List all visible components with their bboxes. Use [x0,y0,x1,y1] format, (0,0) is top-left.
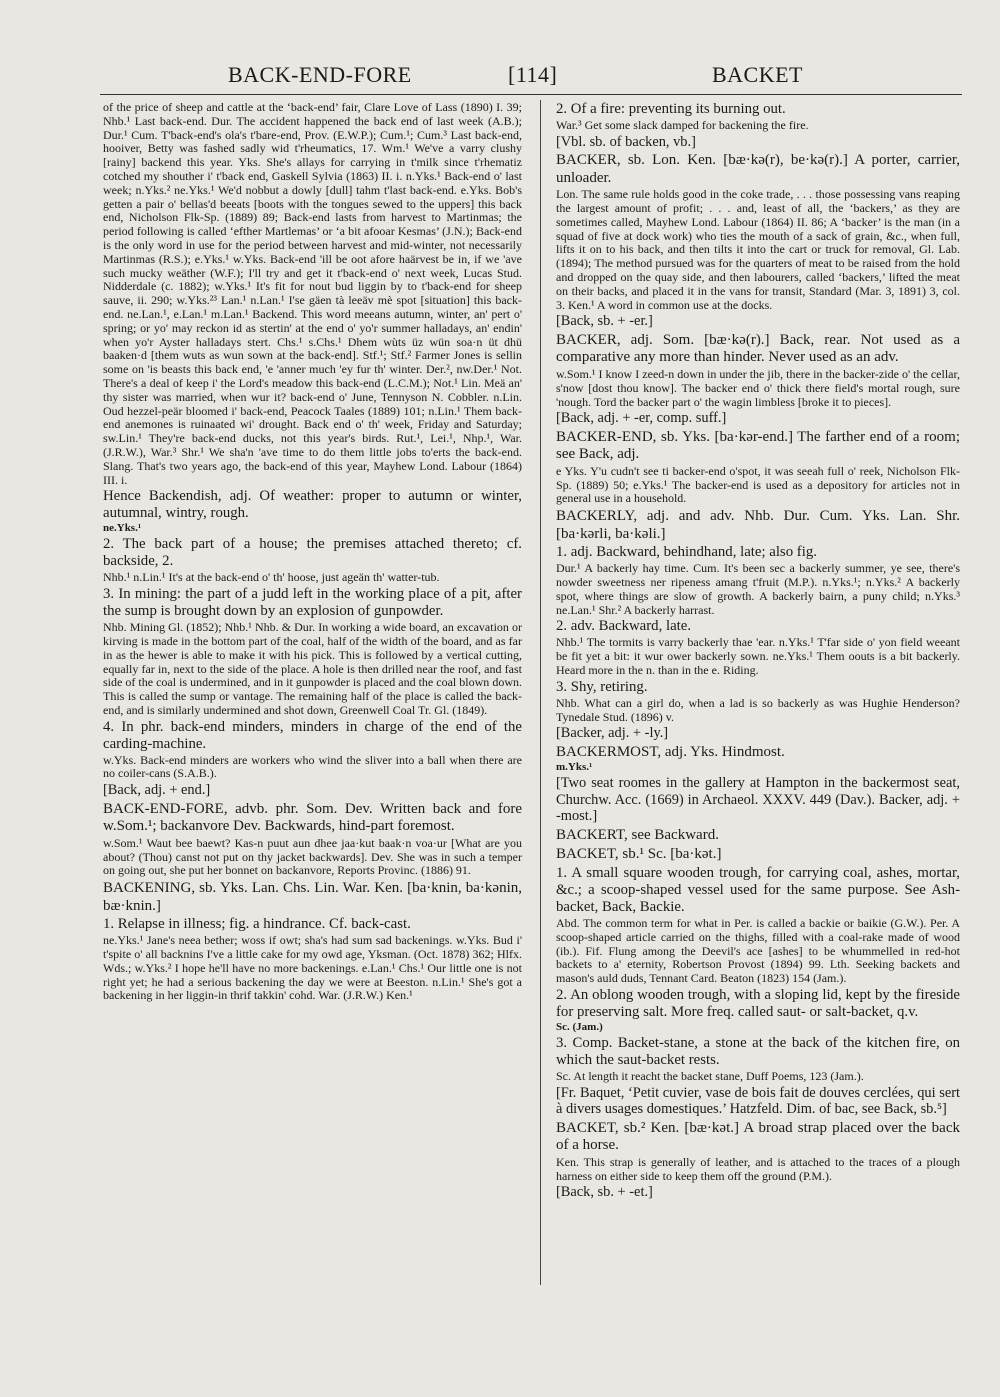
right-note-paragraph: [Fr. Baquet, ‘Petit cuvier, vase de bois fait de douves cerclées, qui sert à divers usages domestiques.’ Hatzfeld. Dim. of bac, see Back, sb.⁵] [556,1084,960,1118]
right-ety-paragraph: [Back, sb. + -er.] [556,313,653,330]
right-cite-paragraph: e Yks. Y'u cudn't see ti backer-end o'spot, it was seeah full o' reek, Nicholson Flk-Sp. (1889) 50; e.Yks.¹ The backer-end is used as a depository for articles not in general use in a household. [556,463,960,506]
right-cite-paragraph: Nhb. What can a girl do, when a lad is so backerly as was Hughie Henderson? Tynedale Stud. (1896) v. [556,695,960,724]
left-cite-paragraph: w.Som.¹ Waut bee baewt? Kas-n puut aun dhee jaa·kut baak·n voa·ur [What are you about? (Thou) canst not put on thy jacket backwards]. Dev. She was in such a temper on going out, she put her bonnet on backanvore, Reports Provinc. (1886) 91. [103,835,522,878]
right-cite-paragraph: War.³ Get some slack damped for backening the fire. [556,118,809,132]
right-dial-paragraph: m.Yks.¹ [556,761,593,774]
right-sense-paragraph: 3. Shy, retiring. [556,678,648,695]
left-head-paragraph: BACKENING, sb. Yks. Lan. Chs. Lin. War. Ken. [ba·knin, ba·kənin, bæ·knin.] [103,880,522,914]
left-cite-paragraph: of the price of sheep and cattle at the ‘back-end’ fair, Clare Love of Lass (1890) I. 39; Nhb.¹ Last back-end. Dur. The accident happened the back end of last week (A.B.); Dur.¹ Cum. T'back-end's ola's t'bare-end, Prov. (E.W.P.); Cum.¹; Cum.³ Last back-end, hooiver, Betty was fashed sadly wid t'rheumatics, 17. Wm.¹ We've a varry clushy [rainy] backend this year. Yks. She's allays for carrying in t'milk since t'rhematiz cotched my shouther i' t'back end, Gaskell Sylvia (1863) II. i. n.Yks.¹ Back-end o' last week; n.Yks.² ne.Yks.¹ We'd nobbut a dowly [dull] tahm t'last back-end. e.Yks. Bob's getten a pair o' bellas'd beeats [boots with the tongues sewed to the uppers] this back end, Nicholson Flk-Sp. (1889) 89; Back-end lasts from harvest to Martinmas; the period following is called ‘efther Martlemas’ or ‘a bit afooar Kesmas’ (J.N.); Back-end is the only word in use for the period between harvest and mid-winter, not necessarily Martinmas (R.S.); e.Yks.¹ w.Yks. Back-end 'ill be oot afore haärvest be in, if we 'ave such mucky weäther (W.F.); I'll try and get it t'back-end o' next week, Lucas Stud. Nidderdale (c. 1882); w.Yks.¹ It's fit for nout bud liggin by to t'back-end for sheep sauve, ii. 290; w.Yks.²³ Lan.¹ n.Lan.¹ I'se gäen tà leeäv mè spot [situation] this back-end. ne.Lan.¹, e.Lan.¹ m.Lan.¹ Backend. This word meeans autumn, winter, an' pert o' spring; or yo' may reckon id as stertin' at the end o' yo'r summer halladays, an' endin' when yo'r Ayster halladays stert. Chs.¹ s.Chs.¹ Dhem wùts üz wün soa·n üt dhü baaken·d [them wuts as wun sown at the back-end]. Stf.¹; Stf.² Farmer Jones is sellin some on 'is beasts this back end, 'e 'anner much 'ey fur th' winter. Der.², nw.Der.¹ Not. There's a deal of keep i' the Lord's meadow this back-end (L.C.M.); Not.¹ Lin. Meä an' thy sister was married, when wur it? back-end o' June, Tennyson N. Cobbler. n.Lin. Oud hezzel-peär bloomed i' back-end, Peacock Taales (1889) 101; n.Lin.¹ Them back-end anemones is ruinaated wi' drought. Back end o' th' week, Friday and Saturday; sw.Lin.¹ They're back-end ducks, not this year's birds. Rut.¹, Lei.¹, Nhp.¹, War. (J.R.W.), War.³ Shr.¹ We sha'n 'ave time to do them little jobs to'erts the back-end. Slang. That's two years ago, the back-end of this year, Mayhew Lond. Labour (1864) III. i. [103,100,522,487]
right-sense-paragraph: 1. A small square wooden trough, for carrying coal, ashes, mortar, &c.; a scoop-shaped vessel used for the same purpose. See Ash-backet, Back, Backie. [556,864,960,915]
left-head-paragraph: BACK-END-FORE, advb. phr. Som. Dev. Written back and fore w.Som.¹; backanvore Dev. Backwards, hind-part foremost. [103,800,522,835]
right-cite-paragraph: Dur.¹ A backerly hay time. Cum. It's been sec a backerly summer, ye see, there's nowder sweetness ner ripeness amang t'fruit (M.P.). n.Yks.¹; n.Yks.² A backerly spot, where things are slow of growth. A backerly bairn, a puny child; n.Yks.³ ne.Lan.¹ Shr.² A backerly harrast. [556,561,960,617]
running-head-left: BACK-END-FORE [228,62,412,87]
right-sense-paragraph: 1. adj. Backward, behindhand, late; also fig. [556,544,817,561]
left-sense-paragraph: 1. Relapse in illness; fig. a hindrance. Cf. back-cast. [103,916,411,933]
running-head [100,58,960,92]
left-sense-paragraph: 4. In phr. back-end minders, minders in charge of the end of the carding-machine. [103,718,522,752]
right-cite-paragraph: w.Som.¹ I know I zeed-n down in under the jib, there in the backer-zide o' the cellar, s'now [dost thou know]. The backer end o' thick there field's mortal rough, sure 'nough. Tord the backer part o' the wagin limbless [broke it to pieces]. [556,366,960,409]
right-ety-paragraph: [Back, adj. + -er, comp. suff.] [556,410,727,427]
right-sense-paragraph: 2. adv. Backward, late. [556,618,692,635]
right-dial-paragraph: Sc. (Jam.) [556,1020,603,1033]
left-column [103,100,522,1003]
left-sense-paragraph: 2. The back part of a house; the premises attached thereto; cf. backside, 2. [103,536,522,570]
right-head-paragraph: BACKER, adj. Som. [bæ·kə(r).] Back, rear. Not used as a comparative any more than hinder. Never used as an adv. [556,331,960,366]
right-cite-paragraph: Abd. The common term for what in Per. is called a backie or baikie (G.W.). Per. A scoop-shaped article carried on the thighs, filled with a coal-rake made of wood (ib.). Fif. Flung among the Deevil's ace [ashes] to be whummelled in red-hot backets to a' eternity, Robertson Provost (1894) 99. Lth. Seeking backets and mason's auld duds, Tennant Card. Beaton (1823) 154 (Jam.). [556,915,960,986]
right-note-paragraph: [Two seat roomes in the gallery at Hampton in the backermost seat, Churchw. Acc. (1669) in Archaeol. XXXV. 449 (Dav.). Backer, adj. + -most.] [556,775,960,825]
left-cite-paragraph: ne.Yks.¹ Jane's neea bether; woss if owt; sha's had sum sad backenings. w.Yks. Bud i' t'spite o' all backnins I've a little cake for my owd age, Yksman. (Oct. 1878) 362; Hlfx. Wds.; w.Yks.² I hope he'll have no more backenings. e.Lan.¹ Chs.¹ Our little one is not right yet; he had a serious backening the day we were at Beeston. n.Lin.¹ She's got a backening in her liggin-in thrif takkin' cohd. War. (J.R.W.) Ken.¹ [103,933,522,1003]
right-head-paragraph: BACKERT, see Backward. [556,826,719,843]
right-head-paragraph: BACKET, sb.¹ Sc. [ba·kət.] [556,846,722,863]
right-sense-paragraph: 2. An oblong wooden trough, with a sloping lid, kept by the fireside for preserving salt. More freq. called saut- or salt-backet, q.v. [556,986,960,1020]
right-ety-paragraph: [Back, sb. + -et.] [556,1184,653,1201]
right-cite-paragraph: Ken. This strap is generally of leather, and is attached to the traces of a plough harness on either side to keep them off the ground (P.M.). [556,1154,960,1183]
running-head-right: BACKET [712,62,803,87]
left-cite-paragraph: w.Yks. Back-end minders are workers who wind the sliver into a ball when there are no coiler-cans (S.A.B.). [103,752,522,781]
right-head-paragraph: BACKET, sb.² Ken. [bæ·kət.] A broad strap placed over the back of a horse. [556,1119,960,1154]
right-sense-paragraph: 2. Of a fire: preventing its burning out. [556,101,786,117]
right-cite-paragraph: Nhb.¹ The tormits is varry backerly thae 'ear. n.Yks.¹ T'far side o' yon field weeant be fit yet a bit: it wur ower backerly sown. ne.Yks.¹ Them oouts is a bit backerly. Heard more in the n. than in the e. Riding. [556,635,960,678]
right-ety-paragraph: [Vbl. sb. of backen, vb.] [556,133,696,150]
right-cite-paragraph: Lon. The same rule holds good in the coke trade, . . . those possessing vans reaping the largest amount of profit; . . . and, least of all, the ‘backers,’ as they are sometimes called, Mayhew Lond. Labour (1864) II. 86; A ‘backer’ is the man (in a squad of five at dock work) who ties the mouth of a sack of grain, &c., when full, lifts it on to his back, and then tilts it into the cart or truck for removal, Gl. Lab. (1894); The method pursued was for the quarters of meat to be raised from the hold and dropped on the quay side, and then labourers, called ‘backers,’ lifted the meat on their backs, and placed it in the vans for transit, Standard (Mar. 3, 1891) 3, col. 3. Ken.¹ A word in common use at the docks. [556,187,960,312]
left-cite-paragraph: Nhb.¹ n.Lin.¹ It's at the back-end o' th' hoose, just ageän th' watter-tub. [103,570,440,585]
header-rule [100,94,962,95]
left-sense-paragraph: 3. In mining: the part of a judd left in the working place of a pit, after the sump is brought down by an explosion of gunpowder. [103,586,522,620]
left-cite-paragraph: Nhb. Mining Gl. (1852); Nhb.¹ Nhb. & Dur. In working a wide board, an excavation or kirving is made in the bottom part of the coal, half of the width of the board, and as far in as the hewer is able to make it with his pick. This is followed by a vertical cutting, equally far in, next to the side of the place. A hole is then drilled near the roof, and fast side of the coal is undermined, and in it gunpowder is placed and the coal blown down. This is called the sump or vantage. The remaining half of the place is called the back-end, and is similarly undermined and shot down, Greenwell Coal Tr. Gl. (1849). [103,620,522,717]
right-column [556,100,960,1201]
right-ety-paragraph: [Backer, adj. + -ly.] [556,725,669,742]
left-dial-paragraph: ne.Yks.¹ [103,522,142,535]
page-number: [114] [508,62,558,87]
right-head-paragraph: BACKER, sb. Lon. Ken. [bæ·kə(r), be·kə(r).] A porter, carrier, unloader. [556,152,960,186]
right-sense-paragraph: 3. Comp. Backet-stane, a stone at the back of the kitchen fire, on which the saut-backet rests. [556,1034,960,1068]
right-head-paragraph: BACKERLY, adj. and adv. Nhb. Dur. Cum. Yks. Lan. Shr. [ba·kərli, ba·kəli.] [556,508,960,542]
left-sense-paragraph: Hence Backendish, adj. Of weather: proper to autumn or winter, autumnal, wintry, rough. [103,488,522,522]
left-ety-paragraph: [Back, adj. + end.] [103,782,211,799]
right-cite-paragraph: Sc. At length it reacht the backet stane, Duff Poems, 123 (Jam.). [556,1068,864,1083]
right-head-paragraph: BACKER-END, sb. Yks. [ba·kər-end.] The farther end of a room; see Back, adj. [556,428,960,463]
right-head-paragraph: BACKERMOST, adj. Yks. Hindmost. [556,743,785,760]
column-divider [540,100,541,1285]
